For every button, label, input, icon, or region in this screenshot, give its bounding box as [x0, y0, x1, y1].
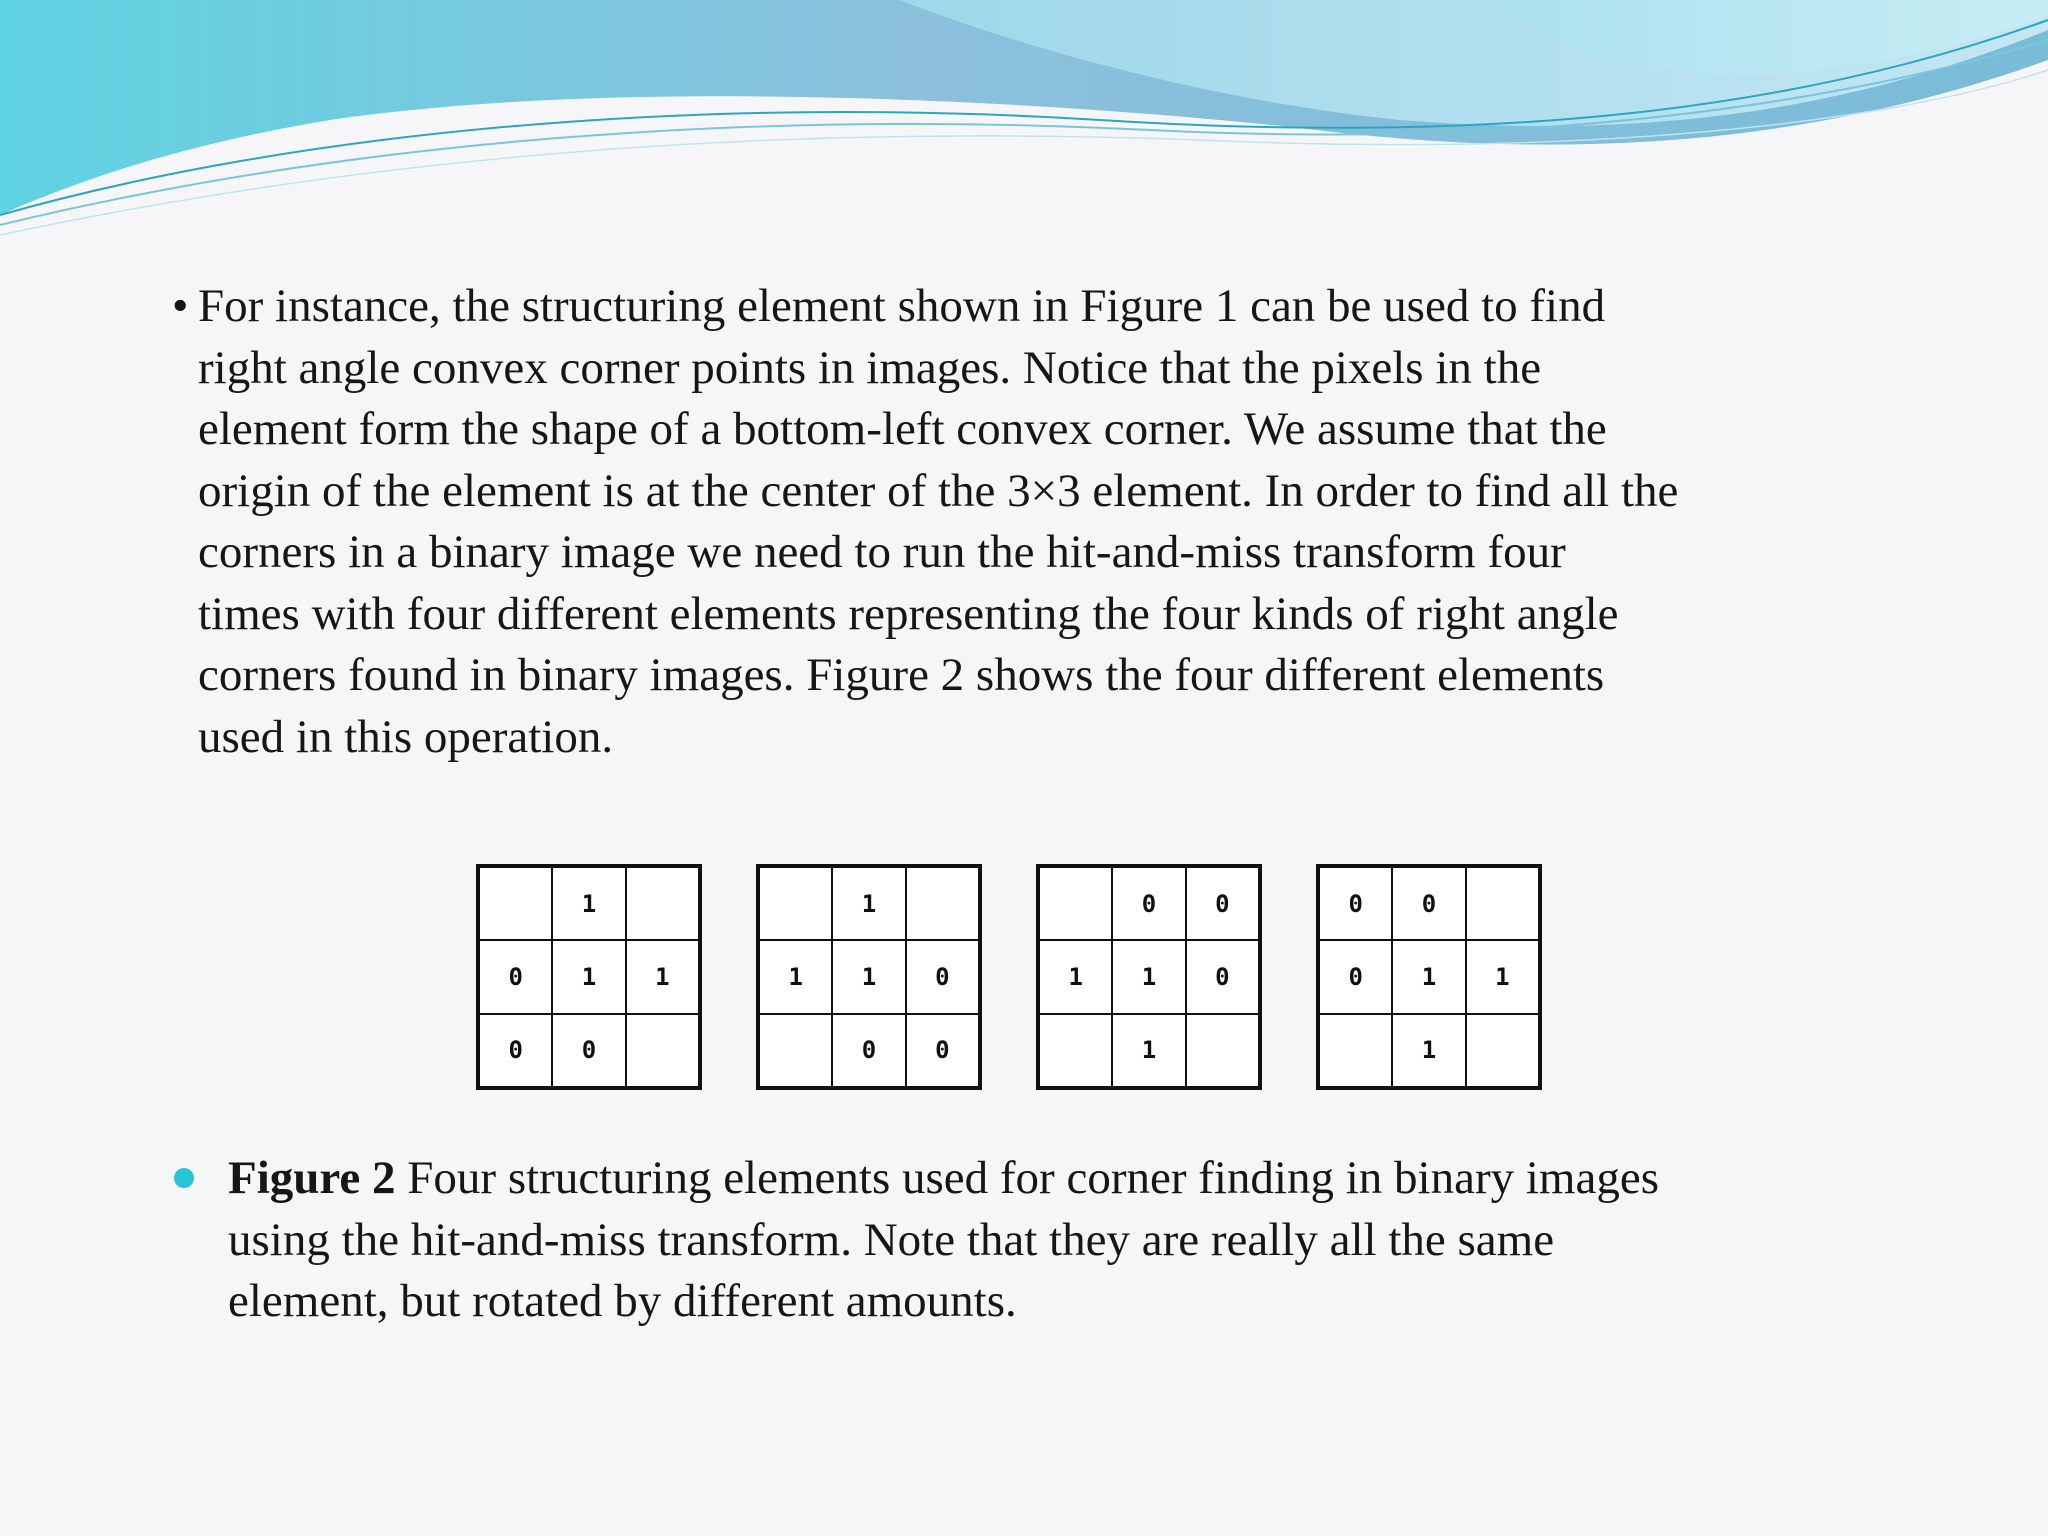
- grid-cell: 1: [832, 940, 905, 1013]
- structuring-element-4: [1316, 864, 1542, 1090]
- grid-cell: [759, 1014, 832, 1087]
- structuring-element-1: [476, 864, 702, 1090]
- structuring-element-2: [756, 864, 982, 1090]
- grid-cell: [906, 867, 979, 940]
- grid-cell: 1: [626, 940, 699, 1013]
- grid-cell: 1: [1112, 1014, 1185, 1087]
- grid-cell: 0: [906, 1014, 979, 1087]
- grid-cell: 1: [1466, 940, 1539, 1013]
- grid-cell: 1: [832, 867, 905, 940]
- figure-structuring-elements: [476, 864, 1576, 1094]
- grid-cell: 1: [1039, 940, 1112, 1013]
- grid-cell: [479, 867, 552, 940]
- grid-cell: [1186, 1014, 1259, 1087]
- grid-cell: 1: [552, 867, 625, 940]
- grid-cell: 1: [552, 940, 625, 1013]
- grid-cell: [626, 1014, 699, 1087]
- grid-cell: 0: [1319, 940, 1392, 1013]
- grid-cell: [1319, 1014, 1392, 1087]
- body-paragraph: [172, 276, 1972, 768]
- grid-cell: 0: [1392, 867, 1465, 940]
- grid-cell: 1: [1392, 1014, 1465, 1087]
- grid-cell: [1039, 867, 1112, 940]
- header-wave-decoration: [0, 0, 2048, 240]
- bullet-marker: •: [172, 280, 189, 332]
- grid-cell: 1: [1112, 940, 1185, 1013]
- caption-text: Four structuring elements used for corner finding in binary images using the hit-and-miss transform. Note that they are really all the same element, but rotated by different amounts.: [228, 1152, 1660, 1327]
- grid-cell: 0: [1112, 867, 1185, 940]
- grid-cell: [1466, 867, 1539, 940]
- figure-caption: [228, 1148, 2008, 1333]
- grid-cell: 0: [1186, 867, 1259, 940]
- grid-cell: 0: [906, 940, 979, 1013]
- grid-cell: 0: [479, 1014, 552, 1087]
- grid-cell: 0: [479, 940, 552, 1013]
- grid-cell: [1466, 1014, 1539, 1087]
- paragraph-text: For instance, the structuring element shown in Figure 1 can be used to find right angle convex corner points in images. Notice that the pixels in the element form the shape of a bottom-left convex corner. We assume that the origin of the element is at the center of the 3×3 element. In order to find all the corners in a binary image we need to run the hit-and-miss transform four times with four different elements representing the four kinds of right angle corners found in binary images. Figure 2 shows the four different elements used in this operation.: [198, 280, 1679, 763]
- grid-cell: 0: [832, 1014, 905, 1087]
- grid-cell: 1: [759, 940, 832, 1013]
- grid-cell: 0: [1319, 867, 1392, 940]
- caption-bullet-icon: [174, 1168, 194, 1188]
- caption-label: Figure 2: [228, 1152, 396, 1204]
- grid-cell: 0: [1186, 940, 1259, 1013]
- structuring-element-3: [1036, 864, 1262, 1090]
- grid-cell: 0: [552, 1014, 625, 1087]
- grid-cell: [626, 867, 699, 940]
- grid-cell: [1039, 1014, 1112, 1087]
- grid-cell: [759, 867, 832, 940]
- grid-cell: 1: [1392, 940, 1465, 1013]
